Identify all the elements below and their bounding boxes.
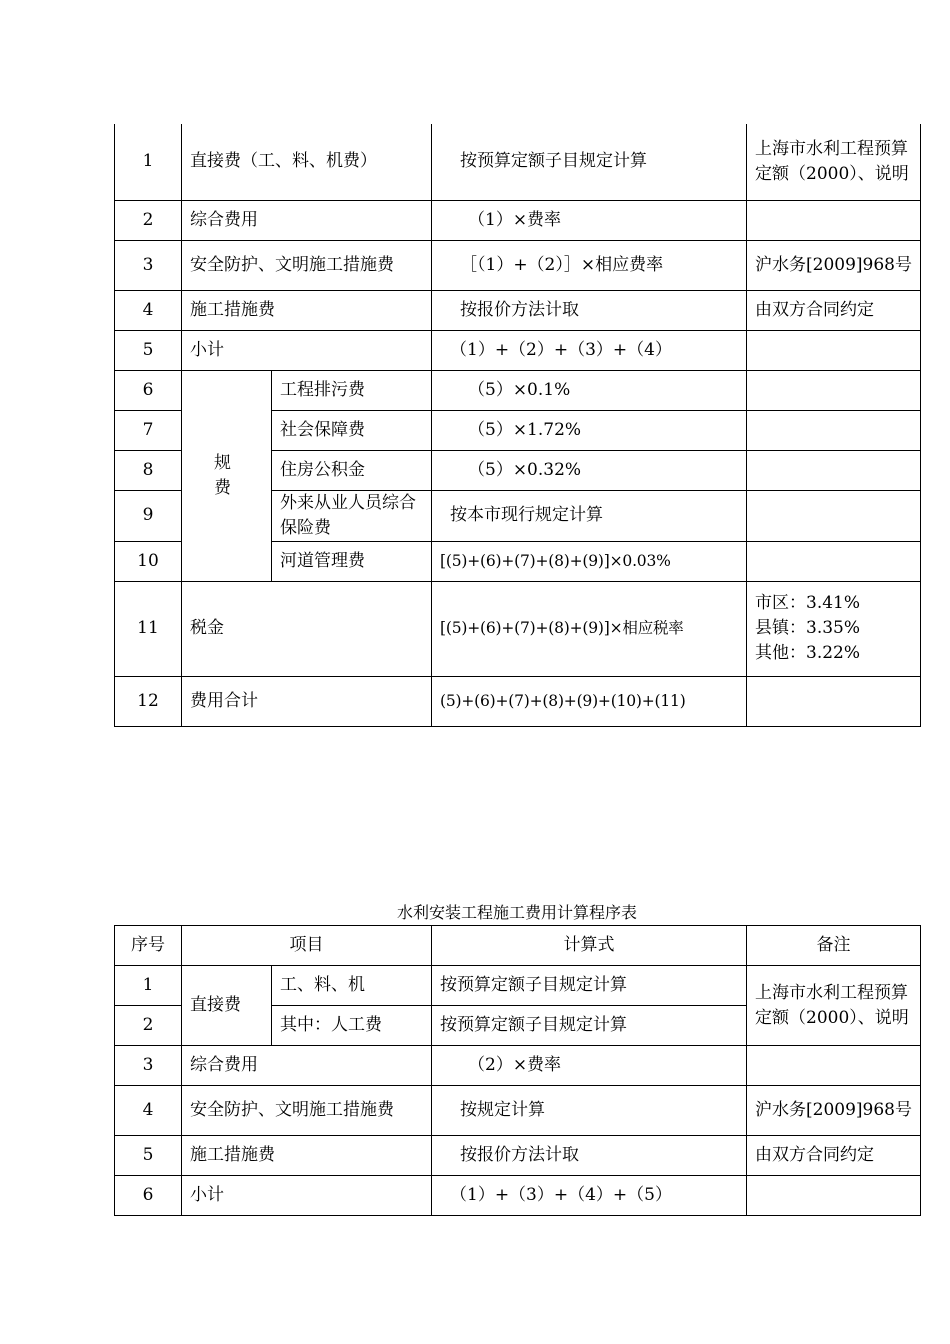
note-cell xyxy=(747,581,921,676)
formula-cell: 按本市现行规定计算 xyxy=(432,490,747,541)
item-cell: 综合费用 xyxy=(182,1046,432,1086)
row-number: 5 xyxy=(115,1136,182,1176)
sub-item-cell: 工、料、机 xyxy=(272,966,432,1006)
header-item: 项目 xyxy=(182,926,432,966)
row-number: 2 xyxy=(115,1006,182,1046)
group-label-cell: 直接费 xyxy=(182,966,272,1046)
row-number: 2 xyxy=(115,200,182,240)
table-row xyxy=(115,240,921,290)
formula-cell: 按报价方法计取 xyxy=(432,1136,747,1176)
note-cell: 上海市水利工程预算定额（2000）、说明 xyxy=(747,966,921,1046)
item-cell: 直接费（工、料、机费） xyxy=(182,124,432,200)
table-row xyxy=(115,966,921,1006)
item-cell: 安全防护、文明施工措施费 xyxy=(182,1086,432,1136)
note-cell: 由双方合同约定 xyxy=(747,1136,921,1176)
table-caption: 水利安装工程施工费用计算程序表 xyxy=(396,903,637,922)
row-number: 7 xyxy=(115,410,182,450)
formula-cell: (5)+(6)+(7)+(8)+(9)+(10)+(11) xyxy=(432,676,747,726)
formula-cell: 按预算定额子目规定计算 xyxy=(432,966,747,1006)
formula-cell: （2）×费率 xyxy=(432,1046,747,1086)
sub-item-cell: 河道管理费 xyxy=(272,541,432,581)
item-cell: 小计 xyxy=(182,330,432,370)
table-row xyxy=(115,581,921,676)
table-row xyxy=(115,200,921,240)
row-number: 4 xyxy=(115,290,182,330)
note-line: 县镇：3.35% xyxy=(755,618,861,638)
note-cell: 由双方合同约定 xyxy=(747,290,921,330)
formula-cell: ［（1）+（2）］×相应费率 xyxy=(432,240,747,290)
item-cell: 施工措施费 xyxy=(182,290,432,330)
note-cell xyxy=(747,450,921,490)
note-cell: 沪水务[2009]968号 xyxy=(747,240,921,290)
note-cell: 沪水务[2009]968号 xyxy=(747,1086,921,1136)
item-cell: 小计 xyxy=(182,1176,432,1216)
row-number: 4 xyxy=(115,1086,182,1136)
formula-cell: 按预算定额子目规定计算 xyxy=(432,124,747,200)
table-row xyxy=(115,330,921,370)
header-note: 备注 xyxy=(747,926,921,966)
table-row xyxy=(115,290,921,330)
table-row xyxy=(115,370,921,410)
formula-cell: [(5)+(6)+(7)+(8)+(9)]×相应税率 xyxy=(432,581,747,676)
row-number: 11 xyxy=(115,581,182,676)
note-line: 市区：3.41% xyxy=(755,593,861,613)
table-row xyxy=(115,1136,921,1176)
item-cell: 费用合计 xyxy=(182,676,432,726)
formula-cell: （5）×0.1% xyxy=(432,370,747,410)
header-no: 序号 xyxy=(115,926,182,966)
note-line: 其他：3.22% xyxy=(755,643,861,663)
table-row xyxy=(115,1176,921,1216)
row-number: 12 xyxy=(115,676,182,726)
row-number: 10 xyxy=(115,541,182,581)
table-row xyxy=(115,1046,921,1086)
sub-item-cell: 外来从业人员综合保险费 xyxy=(272,490,432,541)
note-cell xyxy=(747,370,921,410)
row-number: 1 xyxy=(115,124,182,200)
note-cell xyxy=(747,490,921,541)
table-row xyxy=(115,124,921,200)
table-row xyxy=(115,1086,921,1136)
row-number: 1 xyxy=(115,966,182,1006)
note-cell xyxy=(747,200,921,240)
sub-item-cell: 其中：人工费 xyxy=(272,1006,432,1046)
sub-item-cell: 住房公积金 xyxy=(272,450,432,490)
note-cell xyxy=(747,541,921,581)
formula-cell: （1）+（2）+（3）+（4） xyxy=(432,330,747,370)
formula-cell: [(5)+(6)+(7)+(8)+(9)]×0.03% xyxy=(432,541,747,581)
note-cell xyxy=(747,676,921,726)
note-cell xyxy=(747,410,921,450)
row-number: 5 xyxy=(115,330,182,370)
item-cell: 税金 xyxy=(182,581,432,676)
item-cell: 综合费用 xyxy=(182,200,432,240)
formula-cell: （5）×1.72% xyxy=(432,410,747,450)
item-cell: 施工措施费 xyxy=(182,1136,432,1176)
header-formula: 计算式 xyxy=(432,926,747,966)
fee-table-2 xyxy=(114,925,921,1216)
formula-cell: （1）×费率 xyxy=(432,200,747,240)
fee-table-1 xyxy=(114,124,921,727)
row-number: 3 xyxy=(115,240,182,290)
formula-cell: 按规定计算 xyxy=(432,1086,747,1136)
formula-cell: （5）×0.32% xyxy=(432,450,747,490)
formula-cell: 按预算定额子目规定计算 xyxy=(432,1006,747,1046)
row-number: 3 xyxy=(115,1046,182,1086)
formula-cell: 按报价方法计取 xyxy=(432,290,747,330)
item-cell: 安全防护、文明施工措施费 xyxy=(182,240,432,290)
row-number: 9 xyxy=(115,490,182,541)
table-row xyxy=(115,676,921,726)
note-cell xyxy=(747,1176,921,1216)
note-cell xyxy=(747,1046,921,1086)
row-number: 8 xyxy=(115,450,182,490)
note-cell xyxy=(747,330,921,370)
formula-cell: （1）+（3）+（4）+（5） xyxy=(432,1176,747,1216)
sub-item-cell: 工程排污费 xyxy=(272,370,432,410)
row-number: 6 xyxy=(115,1176,182,1216)
header-row xyxy=(115,926,921,966)
group-label-cell: 规 费 xyxy=(182,370,272,581)
note-cell: 上海市水利工程预算定额（2000）、说明 xyxy=(747,124,921,200)
row-number: 6 xyxy=(115,370,182,410)
sub-item-cell: 社会保障费 xyxy=(272,410,432,450)
